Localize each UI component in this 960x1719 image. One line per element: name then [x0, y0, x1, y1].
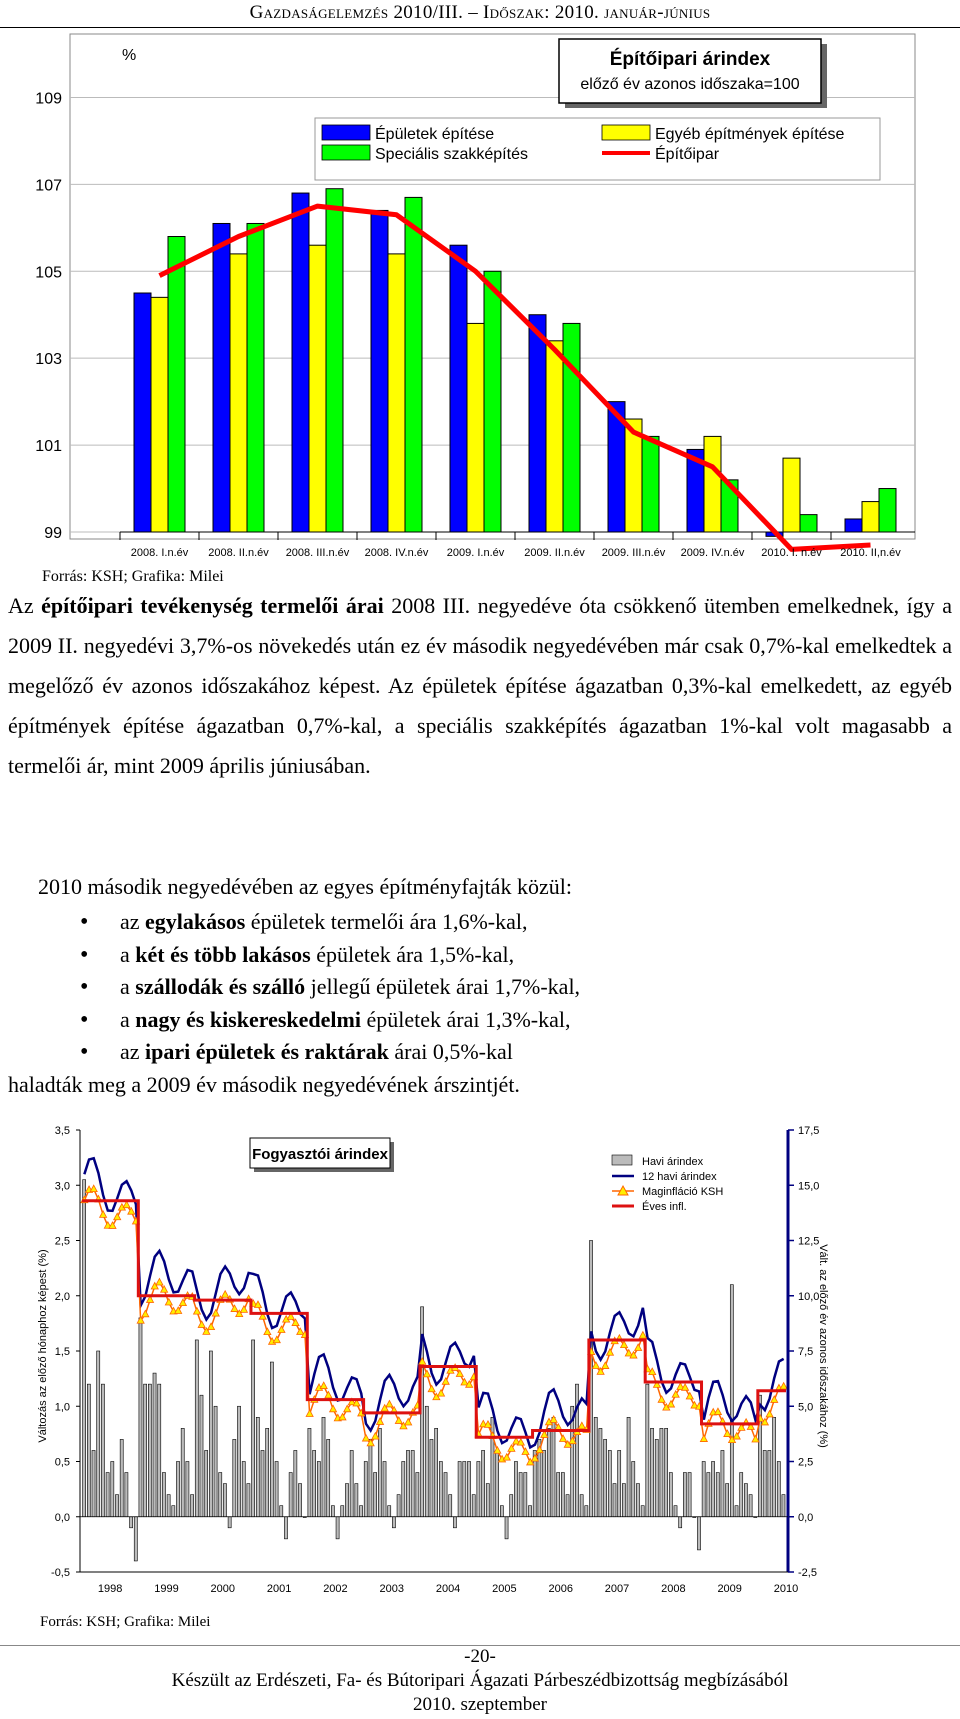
legend-swatch-havi	[612, 1155, 632, 1165]
bar-havi	[313, 1450, 316, 1516]
bar-havi	[669, 1473, 672, 1517]
bar-havi	[683, 1473, 686, 1517]
x-tick-label: 2006	[548, 1583, 573, 1595]
bar-havi	[378, 1428, 381, 1516]
bar-havi	[482, 1450, 485, 1516]
y-tick-label-right: 10,0	[798, 1290, 820, 1303]
bar-0	[134, 293, 151, 532]
bar-havi	[289, 1473, 292, 1517]
page-header: Gazdaságelemzés 2010/III. – Időszak: 2010. január-június	[0, 0, 960, 28]
bar-havi	[425, 1406, 428, 1517]
bar-havi	[298, 1484, 301, 1517]
bar-havi	[383, 1462, 386, 1517]
x-tick-label: 2009. I.n.év	[446, 547, 505, 559]
construction-price-index-chart	[10, 32, 920, 562]
bar-havi	[115, 1495, 118, 1517]
bar-havi	[726, 1484, 729, 1517]
list-item-pre: az	[120, 1039, 146, 1065]
bar-havi	[716, 1473, 719, 1517]
bar-0	[371, 210, 388, 532]
y-tick-label-right: 2,5	[798, 1456, 814, 1469]
y-tick-label-right: 17,5	[798, 1125, 820, 1137]
bar-havi	[777, 1462, 780, 1517]
bar-havi	[176, 1462, 179, 1517]
bar-havi	[782, 1495, 785, 1517]
bar-havi	[266, 1428, 269, 1516]
bar-havi	[768, 1450, 771, 1516]
bar-1	[862, 502, 879, 532]
bar-havi	[547, 1428, 550, 1516]
bar-havi	[744, 1484, 747, 1517]
bar-havi	[660, 1428, 663, 1516]
x-tick-label: 1998	[97, 1583, 123, 1595]
bar-havi	[688, 1473, 691, 1517]
bar-havi	[514, 1462, 517, 1517]
chart-subtitle: előző év azonos időszaka=100	[580, 76, 800, 93]
bar-havi	[580, 1495, 583, 1517]
bar-havi	[195, 1340, 198, 1517]
bar-havi	[209, 1351, 212, 1517]
list-item	[0, 907, 960, 940]
legend-label-12-havi: 12 havi árindex	[642, 1171, 717, 1183]
bar-havi	[543, 1450, 546, 1516]
bar-havi	[205, 1450, 208, 1516]
bar-havi	[500, 1506, 503, 1517]
body-paragraph	[8, 586, 952, 786]
bar-havi	[707, 1473, 710, 1517]
bar-havi	[322, 1417, 325, 1516]
chart-title: Építőipari árindex	[609, 49, 771, 70]
bar-havi	[411, 1450, 414, 1516]
bar-havi	[186, 1462, 189, 1517]
list-item-pre: az	[120, 909, 146, 934]
x-tick-label: 2008. I.n.év	[130, 547, 189, 559]
y-tick-label-right: 12,5	[798, 1235, 820, 1248]
bar-havi	[463, 1462, 466, 1517]
bar-havi	[153, 1373, 156, 1517]
bar-havi	[200, 1395, 203, 1517]
y-tick-label-left: 3,5	[54, 1125, 70, 1137]
bar-havi	[406, 1450, 409, 1516]
list-item	[0, 940, 960, 973]
list-item-bold: két és több lakásos	[135, 941, 311, 967]
list-item	[0, 972, 960, 1005]
bar-havi	[650, 1428, 653, 1516]
bar-havi	[702, 1462, 705, 1517]
legend-label-maginflacio: Maginfláció KSH	[642, 1186, 724, 1198]
legend-label-specialis: Speciális szakképítés	[375, 146, 528, 163]
right-axis-label: Vált. az előző év azonos időszakához (%)	[817, 1244, 829, 1448]
list-item-bold: nagy és kiskereskedelmi	[135, 1006, 361, 1032]
bar-havi	[167, 1495, 170, 1517]
bar-havi	[712, 1462, 715, 1517]
bar-havi	[632, 1462, 635, 1517]
legend-swatch-egyeb	[602, 125, 650, 140]
legend-label-egyeb: Egyéb építmények építése	[655, 126, 845, 143]
bar-1	[151, 297, 168, 532]
bar-havi	[191, 1495, 194, 1517]
bar-havi	[740, 1473, 743, 1517]
bar-havi	[134, 1517, 137, 1561]
legend-label-epitoipar: Építőipar	[655, 146, 720, 163]
x-tick-label: 2005	[492, 1583, 517, 1595]
bar-havi	[392, 1517, 395, 1528]
bar-havi	[397, 1495, 400, 1517]
x-tick-label: 2010. II,n.év	[840, 547, 901, 559]
bar-havi	[360, 1506, 363, 1517]
bar-havi	[83, 1180, 86, 1517]
y-tick-label-left: 1,5	[54, 1346, 70, 1358]
bar-havi	[524, 1473, 527, 1517]
bar-havi	[130, 1517, 133, 1528]
list-item-post: épületek árai 1,3%-kal,	[360, 1006, 571, 1032]
bar-havi	[97, 1351, 100, 1517]
bar-havi	[350, 1450, 353, 1516]
building-types-list	[0, 907, 960, 1070]
bar-havi	[233, 1439, 236, 1516]
bar-havi	[519, 1473, 522, 1517]
y-tick-label-left: -0,5	[51, 1567, 70, 1579]
bar-havi	[120, 1439, 123, 1516]
bar-havi	[388, 1506, 391, 1517]
x-tick-label: 2000	[210, 1583, 236, 1595]
bar-havi	[345, 1484, 348, 1517]
bar-havi	[247, 1484, 250, 1517]
x-tick-label: 2009. II.n.év	[524, 547, 585, 559]
bar-havi	[730, 1285, 733, 1517]
left-axis-label: Változás az előző hónaphoz képest (%)	[37, 1249, 49, 1443]
bar-havi	[467, 1462, 470, 1517]
x-tick-label: 2002	[323, 1583, 348, 1595]
bar-havi	[618, 1450, 621, 1516]
bar-0	[450, 245, 467, 532]
bar-havi	[148, 1384, 151, 1517]
y-axis-unit: %	[122, 47, 137, 64]
bar-havi	[101, 1384, 104, 1517]
legend-label-havi: Havi árindex	[642, 1156, 704, 1168]
y-tick-label: 109	[35, 90, 62, 108]
bar-2	[563, 323, 580, 532]
bar-havi	[228, 1517, 231, 1528]
bar-havi	[270, 1362, 273, 1517]
bar-havi	[439, 1462, 442, 1517]
bar-2	[800, 515, 817, 532]
x-tick-label: 2009. III.n.év	[601, 547, 666, 559]
bar-havi	[599, 1428, 602, 1516]
list-item	[0, 1037, 960, 1070]
bar-havi	[181, 1428, 184, 1516]
bar-havi	[144, 1384, 147, 1517]
para-text: Az	[8, 593, 42, 618]
bar-havi	[435, 1428, 438, 1516]
legend-swatch-epuletek	[322, 125, 370, 140]
bar-havi	[655, 1439, 658, 1516]
y-tick-label-right: 15,0	[798, 1180, 820, 1193]
bar-havi	[604, 1439, 607, 1516]
footer-line2: 2010. szeptember	[412, 1694, 547, 1715]
bar-havi	[665, 1428, 668, 1516]
y-tick-label-right: 7,5	[798, 1346, 814, 1358]
bar-2	[247, 223, 264, 532]
bar-havi	[214, 1406, 217, 1517]
bar-1	[467, 323, 484, 532]
bar-0	[529, 315, 546, 532]
bar-havi	[763, 1450, 766, 1516]
bar-havi	[458, 1462, 461, 1517]
x-tick-label: 2003	[379, 1583, 405, 1595]
list-item-bold: ipari épületek és raktárak	[145, 1039, 389, 1065]
x-tick-label: 2008. III.n.év	[285, 547, 350, 559]
bar-1	[309, 245, 326, 532]
bar-havi	[496, 1450, 499, 1516]
bar-havi	[284, 1517, 287, 1539]
y-tick-label: 101	[35, 438, 62, 456]
y-tick-label-left: 2,0	[54, 1290, 70, 1303]
bar-havi	[510, 1495, 513, 1517]
chart2-source: Forrás: KSH; Grafika: Milei	[40, 1614, 211, 1630]
list-item	[0, 1005, 960, 1038]
bar-havi	[106, 1473, 109, 1517]
y-tick-label: 103	[35, 351, 62, 369]
bar-havi	[331, 1506, 334, 1517]
x-tick-label: 1999	[154, 1583, 179, 1595]
list-item-post: épületek termelői ára 1,6%-kal,	[245, 909, 528, 934]
list-item-pre: a	[120, 974, 136, 1000]
bar-havi	[336, 1517, 339, 1539]
y-tick-label-left: 1,0	[54, 1401, 70, 1414]
bar-havi	[355, 1484, 358, 1517]
bar-1	[230, 254, 247, 532]
bar-havi	[172, 1506, 175, 1517]
bar-havi	[374, 1473, 377, 1517]
bar-havi	[416, 1473, 419, 1517]
bar-havi	[327, 1439, 330, 1516]
x-tick-label: 2007	[604, 1583, 630, 1595]
bar-havi	[402, 1462, 405, 1517]
bar-1	[704, 436, 721, 532]
bar-havi	[697, 1517, 700, 1550]
bar-havi	[721, 1450, 724, 1516]
bar-havi	[139, 1318, 142, 1517]
bar-havi	[364, 1462, 367, 1517]
chart-legend	[315, 118, 880, 180]
bar-0	[845, 519, 862, 532]
y-tick-label: 107	[35, 177, 62, 195]
bar-havi	[773, 1417, 776, 1516]
bar-havi	[594, 1417, 597, 1516]
list-item-bold: szállodák és szálló	[135, 974, 306, 1000]
x-tick-label: 2010	[773, 1583, 799, 1595]
bar-havi	[613, 1484, 616, 1517]
y-tick-label-left: 3,0	[54, 1180, 70, 1193]
bar-havi	[627, 1417, 630, 1516]
list-item-bold: egylakásos	[145, 909, 246, 934]
x-tick-label: 2008. II.n.év	[208, 547, 269, 559]
bar-havi	[111, 1462, 114, 1517]
bar-2	[879, 489, 896, 532]
bar-havi	[242, 1462, 245, 1517]
list-item-pre: a	[120, 941, 136, 967]
bar-havi	[608, 1450, 611, 1516]
bar-1	[388, 254, 405, 532]
bar-havi	[636, 1484, 639, 1517]
list-item-post: épületek ára 1,5%-kal,	[310, 941, 515, 967]
bar-havi	[557, 1473, 560, 1517]
list-conclusion: haladták meg a 2009 év második negyedévének árszintjét.	[8, 1072, 520, 1097]
bar-havi	[162, 1473, 165, 1517]
bar-havi	[430, 1439, 433, 1516]
bar-0	[292, 193, 309, 532]
bar-havi	[561, 1473, 564, 1517]
x-tick-label: 2008	[661, 1583, 686, 1595]
bar-0	[213, 223, 230, 532]
y-tick-label-left: 0,0	[54, 1511, 70, 1524]
para-bold: építőipari tevékenység termelői árai	[41, 593, 384, 618]
x-tick-label: 2008. IV.n.év	[364, 547, 429, 559]
bar-havi	[308, 1428, 311, 1516]
legend-label-epuletek: Épületek építése	[375, 126, 495, 143]
chart1-source: Forrás: KSH; Grafika: Milei	[42, 568, 224, 585]
bar-havi	[219, 1473, 222, 1517]
bar-havi	[735, 1506, 738, 1517]
bar-havi	[622, 1484, 625, 1517]
bar-2	[642, 436, 659, 532]
x-tick-label: 2010. I. n.év	[761, 547, 822, 559]
bar-havi	[294, 1450, 297, 1516]
bar-havi	[528, 1506, 531, 1517]
bar-havi	[252, 1340, 255, 1517]
bar-havi	[566, 1495, 569, 1517]
x-tick-label: 2009. IV.n.év	[680, 547, 745, 559]
bar-2	[326, 189, 343, 532]
consumer-price-index-chart	[30, 1110, 920, 1610]
list-item-post: jellegű épületek árai 1,7%-kal,	[305, 974, 581, 1000]
list-item-post: árai 0,5%-kal	[388, 1039, 513, 1065]
bar-2	[405, 197, 422, 532]
page-number: -20-	[464, 1646, 496, 1667]
list-item-pre: a	[120, 1006, 136, 1032]
legend-label-eves-infl: Éves infl.	[642, 1201, 687, 1213]
bar-havi	[223, 1484, 226, 1517]
bar-2	[168, 237, 185, 532]
bar-havi	[125, 1473, 128, 1517]
bar-havi	[679, 1517, 682, 1528]
y-tick-label: 105	[35, 264, 62, 282]
bar-havi	[280, 1506, 283, 1517]
y-tick-label: 99	[44, 525, 62, 542]
bar-havi	[477, 1462, 480, 1517]
bar-havi	[92, 1450, 95, 1516]
bar-havi	[641, 1506, 644, 1517]
bar-havi	[749, 1495, 752, 1517]
bar-havi	[256, 1417, 259, 1516]
y-tick-label-right: -2,5	[798, 1567, 817, 1579]
bar-havi	[317, 1462, 320, 1517]
bar-havi	[275, 1462, 278, 1517]
y-tick-label-left: 2,5	[54, 1235, 70, 1248]
bar-havi	[552, 1417, 555, 1516]
bar-havi	[453, 1517, 456, 1528]
bar-havi	[261, 1450, 264, 1516]
para-text: 2008 III. negyedéve óta csökkenő ütemben emelkednek, így a 2009 II. negyedévi 3,7%-os növekedés után ez év második negyedévében már csak 0,7%-kal emelkedtek a megelőző év azonos időszakához képest. Az épületek építése ágazatban 0,3%-kal emelkedett, az egyéb építmények építése ágazatban 0,7%-kal, a speciális szakképítés ágazatban 1%-kal volt magasabb a termelői ár, mint 2009 április júniusában.	[8, 593, 952, 778]
bar-1	[783, 458, 800, 532]
footer-line1: Készült az Erdészeti, Fa- és Bútoripari Ágazati Párbeszédbizottság megbízásából	[171, 1670, 789, 1691]
x-tick-label: 2004	[435, 1583, 461, 1595]
bar-2	[484, 271, 501, 532]
bar-havi	[674, 1506, 677, 1517]
list-intro: 2010 második negyedévében az egyes építményfajták közül:	[38, 874, 572, 899]
y-tick-label-right: 0,0	[798, 1511, 814, 1524]
bar-havi	[472, 1495, 475, 1517]
y-tick-label-right: 5,0	[798, 1401, 814, 1414]
bar-havi	[449, 1495, 452, 1517]
bar-havi	[341, 1506, 344, 1517]
bar-havi	[585, 1506, 588, 1517]
bar-havi	[646, 1384, 649, 1517]
x-tick-label: 2009	[717, 1583, 742, 1595]
bar-havi	[369, 1439, 372, 1516]
bar-havi	[444, 1473, 447, 1517]
legend-swatch-specialis	[322, 145, 370, 160]
chart-title: Fogyasztói árindex	[252, 1146, 388, 1163]
bar-havi	[486, 1484, 489, 1517]
bar-havi	[237, 1406, 240, 1517]
bar-1	[546, 341, 563, 532]
bar-havi	[158, 1384, 161, 1517]
bar-havi	[505, 1517, 508, 1539]
x-tick-label: 2001	[266, 1583, 292, 1595]
y-tick-label-left: 0,5	[54, 1456, 70, 1469]
bar-havi	[87, 1384, 90, 1517]
